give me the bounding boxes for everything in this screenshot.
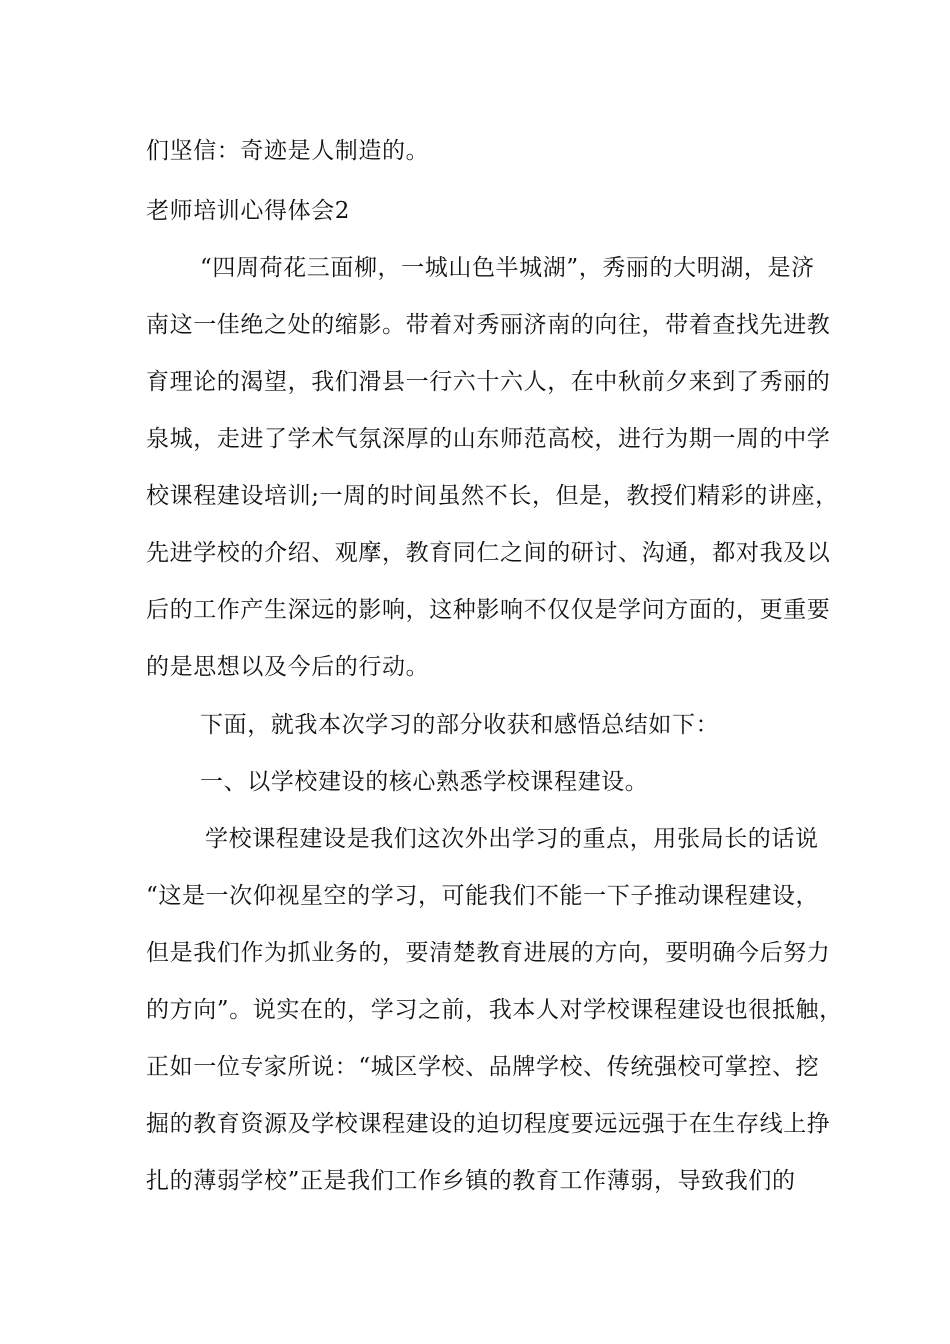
paragraph1-line: 泉城，走进了学术气氛深厚的山东师范高校，进行为期一周的中学 (146, 426, 831, 452)
paragraph1-line: 的是思想以及今后的行动。 (146, 654, 430, 680)
paragraph3-line: 但是我们作为抓业务的，要清楚教育进展的方向，要明确今后努力 (146, 940, 831, 966)
paragraph3-line: 学校课程建设是我们这次外出学习的重点，用张局长的话说 (205, 826, 819, 852)
paragraph3-line: 扎的薄弱学校”正是我们工作乡镇的教育工作薄弱，导致我们的 (146, 1168, 796, 1194)
paragraph1-line: 育理论的渴望，我们滑县一行六十六人，在中秋前夕来到了秀丽的 (146, 369, 831, 395)
section-title: 老师培训心得体会2 (146, 198, 351, 224)
paragraph1-line: 南这一佳绝之处的缩影。带着对秀丽济南的向往，带着查找先进教 (146, 312, 831, 338)
paragraph3-line: 的方向”。说实在的，学习之前，我本人对学校课程建设也很抵触， (146, 997, 843, 1023)
opening-line: 们坚信：奇迹是人制造的。 (146, 138, 430, 164)
paragraph2: 下面，就我本次学习的部分收获和感悟总结如下： (200, 712, 720, 738)
paragraph3-line: 正如一位专家所说：“城区学校、品牌学校、传统强校可掌控、挖 (146, 1054, 820, 1080)
paragraph3-line: “这是一次仰视星空的学习，可能我们不能一下子推动课程建设， (146, 883, 820, 909)
paragraph1-line: 校课程建设培训;一周的时间虽然不长，但是，教授们精彩的讲座， (146, 483, 839, 509)
paragraph1-line: “四周荷花三面柳，一城山色半城湖”，秀丽的大明湖，是济 (200, 255, 815, 281)
heading1: 一、以学校建设的核心熟悉学校课程建设。 (200, 769, 649, 795)
paragraph1-line: 后的工作产生深远的影响，这种影响不仅仅是学问方面的，更重要 (146, 597, 831, 623)
paragraph1-line: 先进学校的介绍、观摩，教育同仁之间的研讨、沟通，都对我及以 (146, 540, 831, 566)
paragraph3-line: 掘的教育资源及学校课程建设的迫切程度要远远强于在生存线上挣 (146, 1111, 831, 1137)
